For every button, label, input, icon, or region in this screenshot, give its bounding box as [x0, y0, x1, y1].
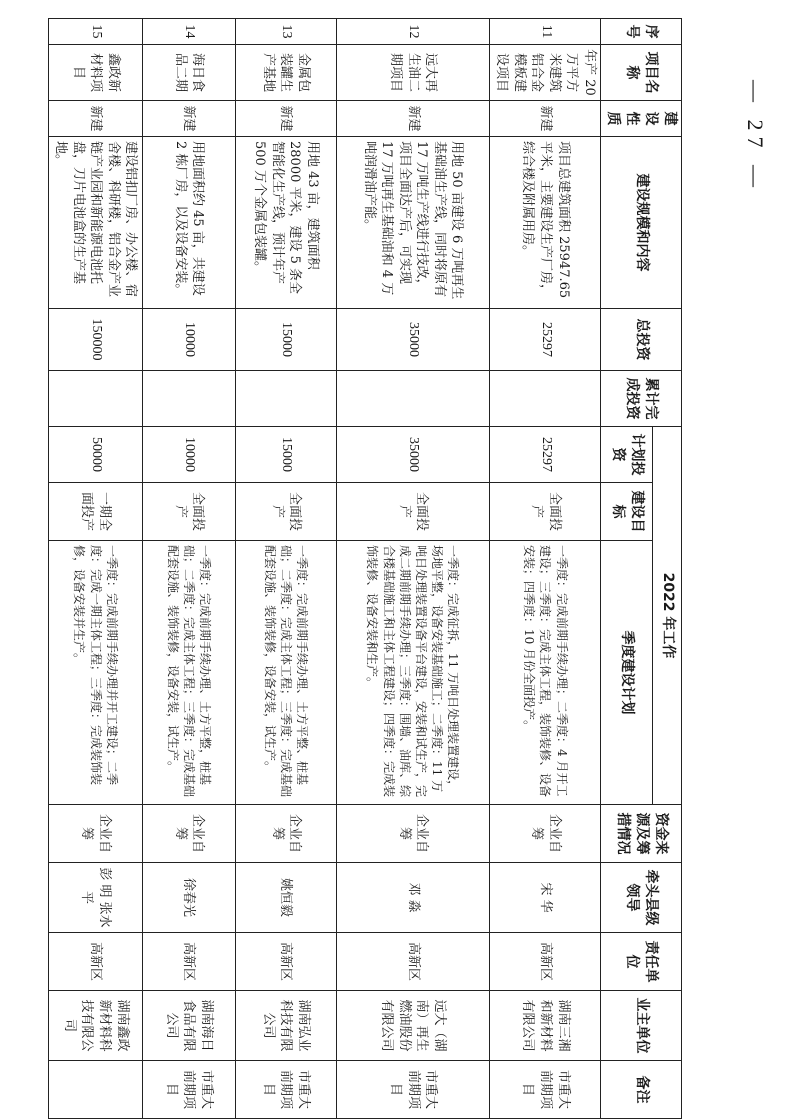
cell-seq: 12: [336, 19, 489, 45]
header-nature: 建设性质: [601, 101, 682, 137]
cell-target: 全面投产: [490, 483, 601, 541]
cell-scale: 用地面积约 45 亩，共建设 2 栋厂房，以及设备安装。: [142, 137, 235, 309]
cell-quarterly: 一季度：完成前期手续办理并开工建设；二季度：完成一期主体工程；三季度：完成装饰装修，设备安装并生产。: [49, 541, 143, 805]
cell-quarterly: 一季度：完成征拆，11 万吨日处理装置建设，场地平整，设备安装基础施工；二季度：11 万吨日处理装置设备平台建设，安装和试生产，完成二期前期手续办理；三季度：围墙、油库、综合楼基础施工和主体工程建设；四季度：完成装饰装修、设备安装和生产。: [336, 541, 489, 805]
header-total: 总投资: [601, 309, 682, 371]
cell-name: 年产 20 万平方米建筑铝合金模板建设项目: [490, 45, 601, 101]
table-container: [53, 18, 682, 1118]
header-funding: 资金来源及筹措情况: [601, 805, 682, 863]
header-year-group: 2022 年工作: [653, 427, 682, 805]
cell-nature: 新建: [49, 101, 143, 137]
cell-funding: 企业自筹: [142, 805, 235, 863]
table-row: [490, 19, 601, 1119]
cell-plan-invest: 15000: [235, 427, 336, 483]
cell-nature: 新建: [336, 101, 489, 137]
cell-seq: 14: [142, 19, 235, 45]
cell-owner: 远大（湖南）再生燃油股份有限公司: [336, 991, 489, 1061]
cell-seq: 11: [490, 19, 601, 45]
table-row: [49, 19, 143, 1119]
cell-funding: 企业自筹: [490, 805, 601, 863]
cell-target: 全面投产: [336, 483, 489, 541]
cell-note: 市重大前期项目: [142, 1061, 235, 1119]
cell-total: 10000: [142, 309, 235, 371]
header-resp: 责任单位: [601, 933, 682, 991]
cell-leader: 邓 淼: [336, 863, 489, 933]
cell-note: 市重大前期项目: [235, 1061, 336, 1119]
cell-resp: 高新区: [336, 933, 489, 991]
cell-total: 15000: [235, 309, 336, 371]
cell-note: 市重大前期项目: [490, 1061, 601, 1119]
cell-scale: 用地 43 亩，建筑面积 28000 平米，建设 5 条全智能化生产线，预计年产 500 万个金属包装罐。: [235, 137, 336, 309]
cell-plan-invest: 35000: [336, 427, 489, 483]
cell-plan-invest: 50000: [49, 427, 143, 483]
cell-funding: 企业自筹: [49, 805, 143, 863]
cell-cumulative: [235, 371, 336, 427]
project-table: [48, 18, 682, 1119]
cell-seq: 13: [235, 19, 336, 45]
table-row: [142, 19, 235, 1119]
cell-plan-invest: 10000: [142, 427, 235, 483]
cell-quarterly: 一季度：完成前期手续办理、土方平整、桩基础；二季度：完成主体工程；三季度：完成基础配套设施、装饰装修，设备安装，试生产。: [235, 541, 336, 805]
header-leader: 牵头县级领导: [601, 863, 682, 933]
header-row-1: [653, 19, 682, 1119]
rotated-table-area: [53, 18, 682, 1118]
cell-scale: 用地 50 亩建设 6 万吨再生基础油生产线，同时将原有 17 万吨生产线进行技改，项目全面达产后，可实现 17 万吨再生基础油和 4 万吨润滑油产能。: [336, 137, 489, 309]
cell-total: 25297: [490, 309, 601, 371]
cell-cumulative: [142, 371, 235, 427]
header-quarterly: 季度建设计划: [601, 541, 653, 805]
cell-target: 全面投产: [142, 483, 235, 541]
cell-name: 海日食品二期: [142, 45, 235, 101]
header-name: 项目名称: [601, 45, 682, 101]
cell-quarterly: 一季度：完成前期手续办理；二季度：4 月开工建设；三季度：完成主体工程，装饰装修、设备安装；四季度：10 月份全面投产。: [490, 541, 601, 805]
cell-plan-invest: 25297: [490, 427, 601, 483]
cell-scale: 建设铝扣厂房、办公楼、宿舍楼、科研楼，铝合金产业链产业园和新能源电池托盘，刀片电池盒的生产基地。: [49, 137, 143, 309]
cell-nature: 新建: [142, 101, 235, 137]
header-seq: 序号: [601, 19, 682, 45]
cell-total: 35000: [336, 309, 489, 371]
cell-target: 一期全面投产: [49, 483, 143, 541]
cell-seq: 15: [49, 19, 143, 45]
table-row: [336, 19, 489, 1119]
cell-resp: 高新区: [142, 933, 235, 991]
header-plan-invest: 计划投资: [601, 427, 653, 483]
cell-cumulative: [490, 371, 601, 427]
cell-scale: 项目总建筑面积 25947.65 平米，主要建设生产厂房，综合楼及附属用房。: [490, 137, 601, 309]
cell-funding: 企业自筹: [235, 805, 336, 863]
cell-cumulative: [49, 371, 143, 427]
cell-cumulative: [336, 371, 489, 427]
page-number: — 27 —: [743, 80, 768, 193]
cell-target: 全面投产: [235, 483, 336, 541]
cell-name: 远大再生油二期项目: [336, 45, 489, 101]
cell-leader: 宋 华: [490, 863, 601, 933]
cell-name: 鑫政新材料项目: [49, 45, 143, 101]
cell-resp: 高新区: [235, 933, 336, 991]
header-owner: 业主单位: [601, 991, 682, 1061]
cell-leader: 姚恒毅: [235, 863, 336, 933]
cell-quarterly: 一季度：完成前期手续办理、土方平整，桩基础；二季度：完成主体工程；三季度：完成基础配套设施、装饰装修，设备安装，试生产。: [142, 541, 235, 805]
cell-note: 市重大前期项目: [336, 1061, 489, 1119]
cell-leader: 徐春光: [142, 863, 235, 933]
cell-nature: 新建: [235, 101, 336, 137]
cell-name: 金属包装罐生产基地: [235, 45, 336, 101]
cell-owner: 湖南三湘和新材料有限公司: [490, 991, 601, 1061]
cell-leader: 彭 明 张水平: [49, 863, 143, 933]
cell-funding: 企业自筹: [336, 805, 489, 863]
cell-note: [49, 1061, 143, 1119]
header-cumulative: 累计完成投资: [601, 371, 682, 427]
cell-resp: 高新区: [490, 933, 601, 991]
header-target: 建设目标: [601, 483, 653, 541]
header-note: 备注: [601, 1061, 682, 1119]
cell-owner: 湖南弘业科技有限公司: [235, 991, 336, 1061]
cell-resp: 高新区: [49, 933, 143, 991]
cell-owner: 湖南鑫政新材料科技有限公司: [49, 991, 143, 1061]
table-row: [235, 19, 336, 1119]
cell-total: 150000: [49, 309, 143, 371]
header-scale: 建设规模和内容: [601, 137, 682, 309]
cell-owner: 湖南海日食品有限公司: [142, 991, 235, 1061]
cell-nature: 新建: [490, 101, 601, 137]
